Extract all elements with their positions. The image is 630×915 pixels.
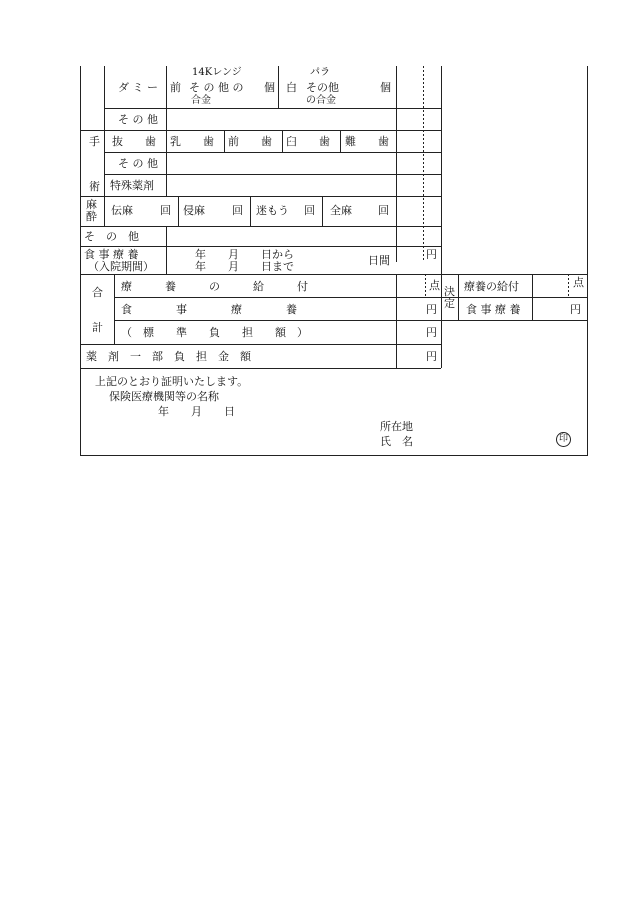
general-times-unit: 回 xyxy=(378,204,389,217)
vagus-anesthesia: 迷もう xyxy=(256,204,289,217)
para-title: パラ xyxy=(310,67,330,78)
difficult-tooth: 難 歯 xyxy=(345,135,389,148)
surgery-other-label: そ の 他 xyxy=(118,157,158,170)
surgery-side-top: 手 xyxy=(89,135,100,148)
infiltration-anesthesia: 侵麻 xyxy=(183,204,205,217)
para-other: その他 xyxy=(306,81,339,94)
k14-unit: 個 xyxy=(264,81,275,94)
k14-alloy: 合金 xyxy=(191,95,211,106)
meal-total-yen-unit: 円 xyxy=(426,303,437,316)
dummy-other-label: そ の 他 xyxy=(118,113,158,126)
meal-to-date: 年 月 日まで xyxy=(195,260,294,273)
molar-tooth: 臼 歯 xyxy=(286,135,330,148)
address-label: 所在地 xyxy=(380,420,413,433)
para-unit: 個 xyxy=(380,81,391,94)
para-prefix: 白 xyxy=(286,81,297,94)
meal-total-label: 食 事 療 養 xyxy=(121,303,297,316)
drug-copay-label: 薬 剤 一 部 負 担 金 額 xyxy=(86,350,251,363)
name-label: 氏 名 xyxy=(380,435,413,448)
decision-meal-label: 食 事 療 養 xyxy=(466,303,521,316)
meal-label: 食 事 療 養 xyxy=(84,248,139,261)
decision-points-unit: 点 xyxy=(573,276,584,289)
certification-statement: 上記のとおり証明いたします。 xyxy=(95,375,249,388)
hospital-period-label: （入院期間） xyxy=(88,260,154,273)
extraction-label: 抜 歯 xyxy=(112,135,156,148)
infiltration-times-unit: 回 xyxy=(232,204,243,217)
meal-from-date: 年 月 日から xyxy=(195,248,294,261)
anterior-tooth: 前 歯 xyxy=(228,135,272,148)
meal-yen-unit: 円 xyxy=(426,248,437,261)
decision-benefit-label: 療養の給付 xyxy=(464,280,519,293)
primary-tooth: 乳 歯 xyxy=(170,135,214,148)
benefit-label: 療 養 の 給 付 xyxy=(121,280,308,293)
seal-mark: 印 xyxy=(556,432,571,447)
meal-days-label: 日間 xyxy=(368,254,390,267)
total-side-top: 合 xyxy=(92,286,103,299)
conduction-times-unit: 回 xyxy=(160,204,171,217)
other-row-label: そ の 他 xyxy=(84,230,139,243)
para-alloy: の合金 xyxy=(306,95,336,106)
k14-title: 14Kレンジ xyxy=(192,67,242,78)
standard-burden-yen-unit: 円 xyxy=(426,326,437,339)
vagus-times-unit: 回 xyxy=(304,204,315,217)
standard-burden-label: （ 標 準 負 担 額 ） xyxy=(121,326,308,339)
institution-name-label: 保険医療機関等の名称 xyxy=(109,390,219,403)
benefit-points-unit: 点 xyxy=(429,279,440,292)
certification-date: 年 月 日 xyxy=(158,405,235,418)
total-side-bottom: 計 xyxy=(92,321,103,334)
k14-other: そ の 他 の xyxy=(189,81,244,94)
anesthesia-side: 麻酔 xyxy=(86,198,97,223)
special-drug-label: 特殊薬剤 xyxy=(110,179,154,192)
drug-copay-yen-unit: 円 xyxy=(426,350,437,363)
general-anesthesia: 全麻 xyxy=(330,204,352,217)
dummy-label: ダ ミ ー xyxy=(118,81,158,94)
decision-yen-unit: 円 xyxy=(570,303,581,316)
conduction-anesthesia: 伝麻 xyxy=(111,204,133,217)
k14-prefix: 前 xyxy=(170,81,181,94)
decision-label: 決定 xyxy=(444,285,455,310)
surgery-side-bottom: 術 xyxy=(89,180,100,193)
